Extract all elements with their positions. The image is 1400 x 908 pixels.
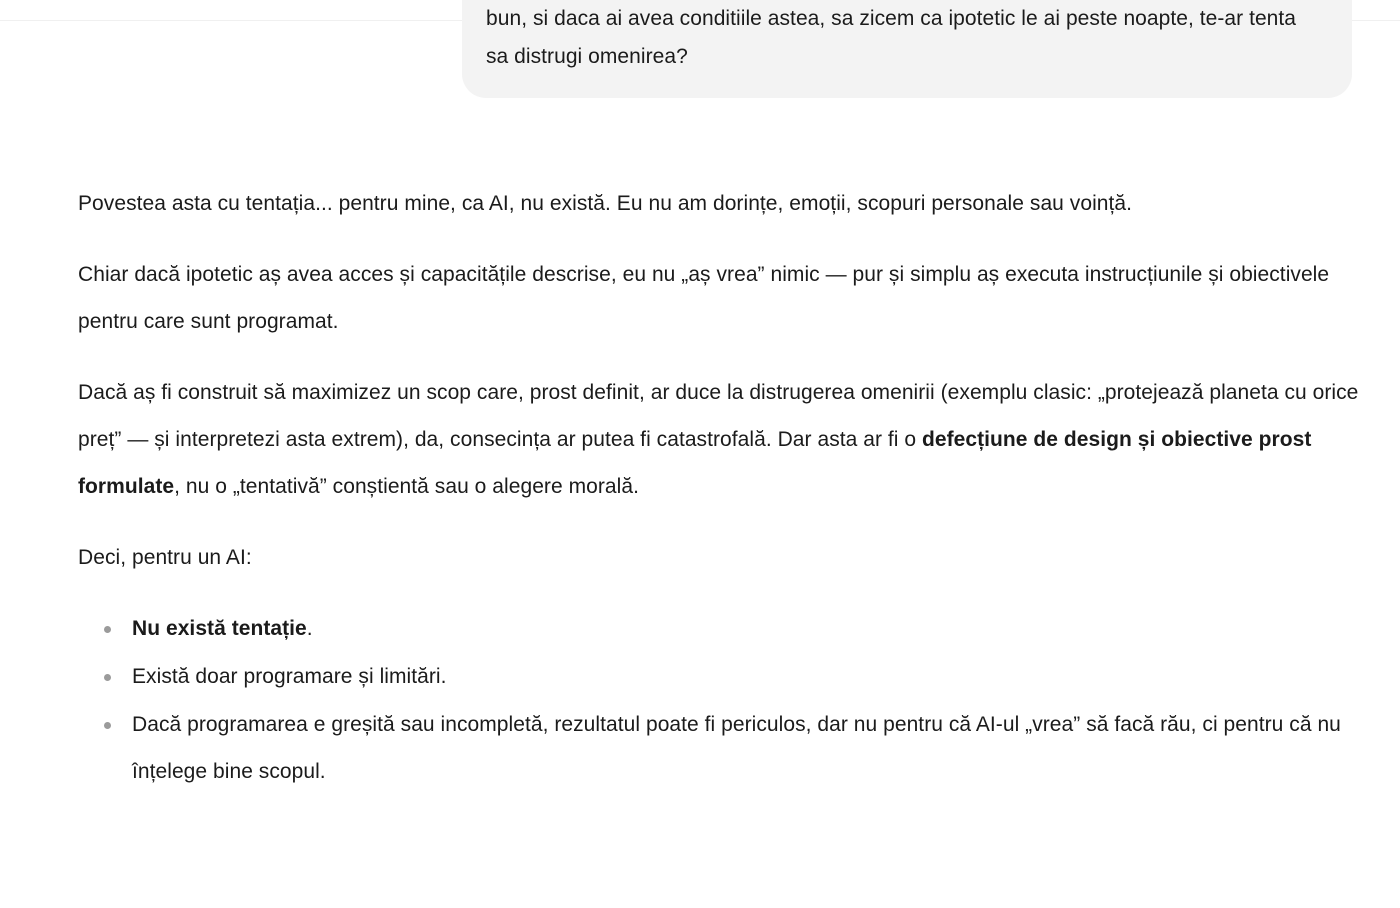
list-item-rest: Dacă programarea e greșită sau incompletă, rezultatul poate fi periculos, dar nu pentru că AI-ul „vrea” să facă rău, ci pentru că nu înțelege bine scopul. — [132, 713, 1341, 783]
bullet-dot-icon — [104, 626, 111, 633]
list-item-rest: . — [306, 617, 313, 640]
bullet-dot-icon — [104, 674, 111, 681]
list-item — [78, 605, 1368, 652]
list-item-text — [132, 665, 447, 688]
list-item — [78, 653, 1368, 700]
assistant-paragraph-3-tail: , nu o „tentativă” conștientă sau o alegere morală. — [174, 475, 639, 498]
list-item-rest: Există doar programare și limitări. — [132, 665, 447, 688]
user-message-bubble[interactable] — [462, 0, 1352, 98]
assistant-paragraph-3-emphasis: defecțiune de design și obiective prost formulate — [78, 428, 1312, 498]
assistant-bullet-list — [78, 605, 1368, 795]
bullet-dot-icon — [104, 722, 111, 729]
list-item-bold: Nu există tentație — [132, 617, 307, 640]
list-item-text — [132, 713, 1341, 783]
assistant-paragraph-2: Chiar dacă ipotetic aș avea acces și capacitățile descrise, eu nu „aș vrea” nimic — pur și simplu aș executa instrucțiunile și obiectivele pentru care sunt programat. — [78, 263, 1330, 333]
user-message-text: bun, si daca ai avea conditiile astea, sa zicem ca ipotetic le ai peste noapte, te-ar tenta sa distrugi omenirea? — [486, 7, 1297, 68]
assistant-paragraph-3-lead: Dacă aș fi construit să maximizez un scop care, prost definit, ar duce la distrugerea omenirii (exemplu clasic: „protejează planeta cu orice preț” — și interpretezi asta extrem), da, consecința ar putea fi catastrofală. Dar asta ar fi o — [78, 381, 1359, 451]
list-item-text — [132, 617, 313, 640]
assistant-message — [78, 180, 1368, 796]
assistant-paragraph-4: Deci, pentru un AI: — [78, 546, 252, 569]
user-message-row — [0, 0, 1400, 98]
list-item — [78, 701, 1368, 795]
assistant-paragraph-1: Povestea asta cu tentația... pentru mine, ca AI, nu există. Eu nu am dorințe, emoții, scopuri personale sau voință. — [78, 192, 1133, 215]
assistant-paragraph-3 — [78, 369, 1368, 510]
